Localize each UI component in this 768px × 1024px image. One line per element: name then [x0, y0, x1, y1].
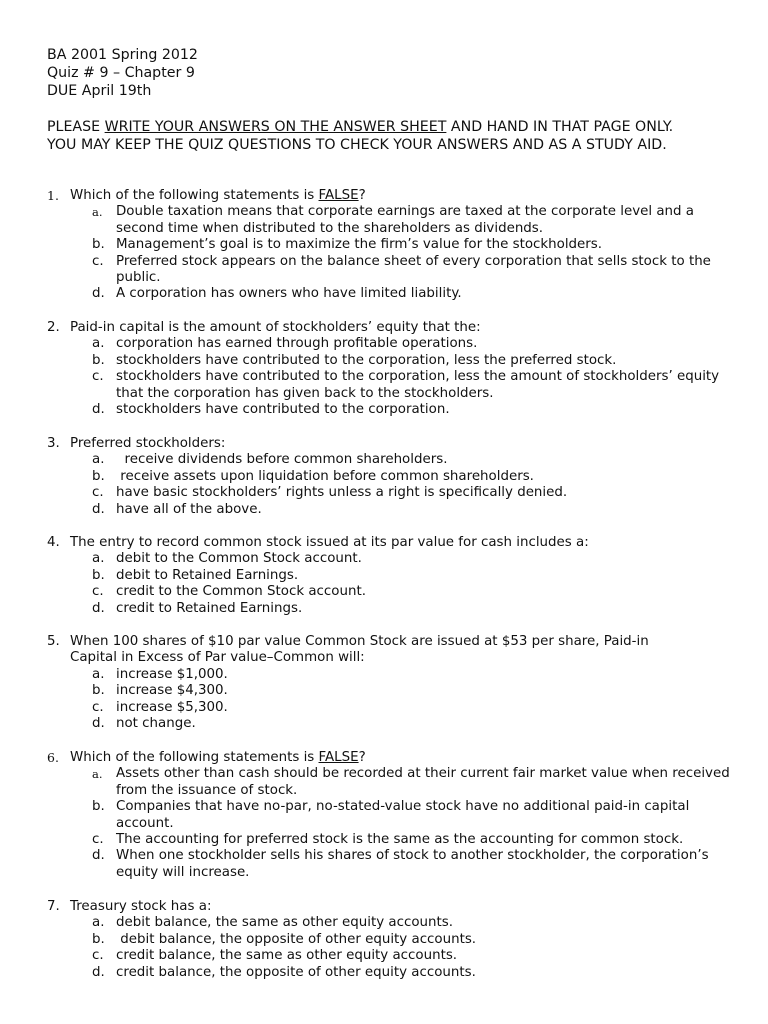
question-4-option-b: [92, 568, 732, 584]
question-5-options: [92, 667, 727, 733]
question-3-option-c: [92, 485, 732, 501]
option-letter: a.: [92, 336, 105, 352]
question-7-option-a: [92, 915, 732, 931]
option-letter: b.: [92, 683, 105, 699]
option-text: not change.: [116, 716, 196, 732]
option-letter: c.: [92, 253, 104, 269]
option-text: increase $1,000.: [116, 666, 228, 682]
option-text: credit to the Common Stock account.: [116, 584, 366, 600]
instructions-before: PLEASE: [47, 119, 105, 135]
instructions: [47, 118, 697, 154]
option-text: Companies that have no-par, no-stated-value stock have no additional paid-in capital account.: [116, 799, 690, 831]
option-text: increase $5,300.: [116, 699, 228, 715]
question-2-text: Paid-in capital is the amount of stockholders’ equity that the:: [70, 320, 481, 335]
option-text: debit balance, the opposite of other equity accounts.: [116, 931, 477, 947]
option-text: have all of the above.: [116, 501, 262, 517]
question-1-options: [92, 204, 727, 302]
question-2-option-d: [92, 402, 732, 418]
option-letter: d.: [92, 848, 105, 864]
option-letter: b.: [92, 931, 105, 947]
option-letter: a.: [92, 205, 103, 220]
question-7-option-c: [92, 948, 732, 964]
question-6-option-c: [92, 832, 732, 848]
option-letter: b.: [92, 352, 105, 368]
question-7: [47, 899, 727, 981]
question-6-option-d: [92, 848, 732, 881]
option-letter: d.: [92, 501, 105, 517]
question-6-text-underlined: FALSE: [318, 750, 359, 765]
option-letter: b.: [92, 468, 105, 484]
option-text: credit balance, the opposite of other equity accounts.: [116, 964, 476, 980]
question-3-option-a: [92, 452, 732, 468]
option-text: debit balance, the same as other equity accounts.: [116, 915, 453, 931]
question-7-text: Treasury stock has a:: [70, 899, 212, 914]
option-text: stockholders have contributed to the corporation, less the amount of stockholders’ equity that the corporation has given back to the stockholders.: [116, 369, 720, 401]
quiz-title-line: Quiz # 9 – Chapter 9: [47, 65, 195, 81]
question-3: [47, 436, 727, 518]
question-2-stem: [47, 320, 727, 336]
option-text: When one stockholder sells his shares of stock to another stockholder, the corporation’s equity will increase.: [116, 848, 709, 880]
question-7-options: [92, 915, 727, 981]
question-6-text-after: ?: [358, 750, 366, 765]
question-2: [47, 320, 727, 418]
option-text: Assets other than cash should be recorded at their current fair market value when received from the issuance of stock.: [116, 766, 730, 798]
option-letter: c.: [92, 584, 104, 600]
question-6-number: 6.: [47, 750, 59, 765]
option-text: debit to Retained Earnings.: [116, 567, 299, 583]
question-5-number: 5.: [47, 634, 60, 649]
option-letter: c.: [92, 699, 104, 715]
option-text: Preferred stock appears on the balance sheet of every corporation that sells stock to the public.: [116, 253, 711, 286]
question-5-text: When 100 shares of $10 par value Common Stock are issued at $53 per share, Paid-in Capital in Excess of Par value–Common will:: [70, 634, 649, 666]
question-1-text-underlined: FALSE: [318, 188, 359, 203]
instructions-after: AND HAND IN THAT PAGE ONLY. YOU MAY KEEP THE QUIZ QUESTIONS TO CHECK YOUR ANSWERS AND AS A STUDY AID.: [47, 119, 674, 153]
option-text: corporation has earned through profitable operations.: [116, 336, 478, 352]
option-letter: c.: [92, 948, 104, 964]
option-text: increase $4,300.: [116, 683, 228, 699]
question-1: [47, 188, 727, 303]
option-letter: c.: [92, 369, 104, 385]
question-5-option-c: [92, 700, 732, 716]
question-3-stem: [47, 436, 727, 452]
question-7-stem: [47, 899, 727, 915]
option-text: A corporation has owners who have limited liability.: [116, 286, 462, 302]
option-letter: d.: [92, 600, 105, 616]
option-letter: a.: [92, 551, 105, 567]
question-1-option-c: [92, 254, 732, 287]
option-letter: a.: [92, 452, 105, 468]
question-3-text: Preferred stockholders:: [70, 436, 226, 451]
option-text: stockholders have contributed to the corporation, less the preferred stock.: [116, 352, 617, 368]
document-header: [47, 46, 198, 100]
question-1-option-a: [92, 204, 732, 237]
option-letter: b.: [92, 237, 105, 253]
option-text: debit to the Common Stock account.: [116, 551, 362, 567]
option-letter: a.: [92, 767, 103, 782]
option-letter: d.: [92, 402, 105, 418]
option-letter: d.: [92, 286, 105, 302]
question-7-option-d: [92, 965, 732, 981]
question-6-option-a: [92, 766, 732, 799]
option-text: stockholders have contributed to the corporation.: [116, 402, 450, 418]
question-2-option-a: [92, 336, 732, 352]
option-text: credit to Retained Earnings.: [116, 600, 303, 616]
option-text: have basic stockholders’ rights unless a right is specifically denied.: [116, 485, 568, 501]
question-5-option-b: [92, 683, 732, 699]
question-4-number: 4.: [47, 535, 60, 550]
question-2-number: 2.: [47, 320, 60, 335]
option-letter: a.: [92, 666, 105, 682]
question-1-number: 1.: [47, 188, 59, 203]
course-line: BA 2001 Spring 2012: [47, 47, 198, 63]
question-1-stem: [47, 188, 727, 204]
question-5-option-d: [92, 716, 732, 732]
question-5-stem: [47, 634, 690, 667]
option-letter: b.: [92, 799, 105, 815]
option-letter: c.: [92, 832, 104, 848]
option-letter: d.: [92, 964, 105, 980]
option-letter: a.: [92, 915, 105, 931]
question-2-options: [92, 336, 727, 418]
option-letter: d.: [92, 716, 105, 732]
option-text: Management’s goal is to maximize the firm’s value for the stockholders.: [116, 237, 603, 253]
option-letter: b.: [92, 567, 105, 583]
question-3-option-b: [92, 469, 732, 485]
question-4-text: The entry to record common stock issued at its par value for cash includes a:: [70, 535, 589, 550]
option-text: Double taxation means that corporate earnings are taxed at the corporate level and a second time when distributed to the shareholders as dividends.: [116, 204, 694, 236]
question-6: [47, 750, 730, 881]
option-text: receive dividends before common shareholders.: [116, 452, 448, 468]
option-letter: c.: [92, 485, 104, 501]
question-7-number: 7.: [47, 899, 60, 914]
option-text: The accounting for preferred stock is the same as the accounting for common stock.: [116, 832, 684, 848]
question-6-option-b: [92, 799, 732, 832]
question-4-options: [92, 551, 727, 617]
question-4-stem: [47, 535, 727, 551]
question-6-stem: [47, 750, 727, 766]
option-text: receive assets upon liquidation before common shareholders.: [116, 468, 534, 484]
option-text: credit balance, the same as other equity accounts.: [116, 948, 458, 964]
question-3-number: 3.: [47, 436, 60, 451]
question-7-option-b: [92, 932, 732, 948]
question-5: [47, 634, 727, 732]
question-3-option-d: [92, 502, 732, 518]
question-6-text-before: Which of the following statements is: [70, 750, 319, 765]
question-1-option-d: [92, 286, 732, 302]
question-1-text-after: ?: [358, 188, 366, 203]
question-2-option-c: [92, 369, 732, 402]
question-4: [47, 535, 727, 617]
question-3-options: [92, 452, 727, 518]
question-5-option-a: [92, 667, 732, 683]
question-4-option-d: [92, 601, 732, 617]
question-2-option-b: [92, 353, 732, 369]
question-1-text-before: Which of the following statements is: [70, 188, 319, 203]
question-4-option-c: [92, 584, 732, 600]
question-4-option-a: [92, 551, 732, 567]
question-6-options: [92, 766, 730, 881]
instructions-underlined: WRITE YOUR ANSWERS ON THE ANSWER SHEET: [104, 119, 447, 135]
due-date-line: DUE April 19th: [47, 83, 152, 99]
question-1-option-b: [92, 237, 732, 253]
